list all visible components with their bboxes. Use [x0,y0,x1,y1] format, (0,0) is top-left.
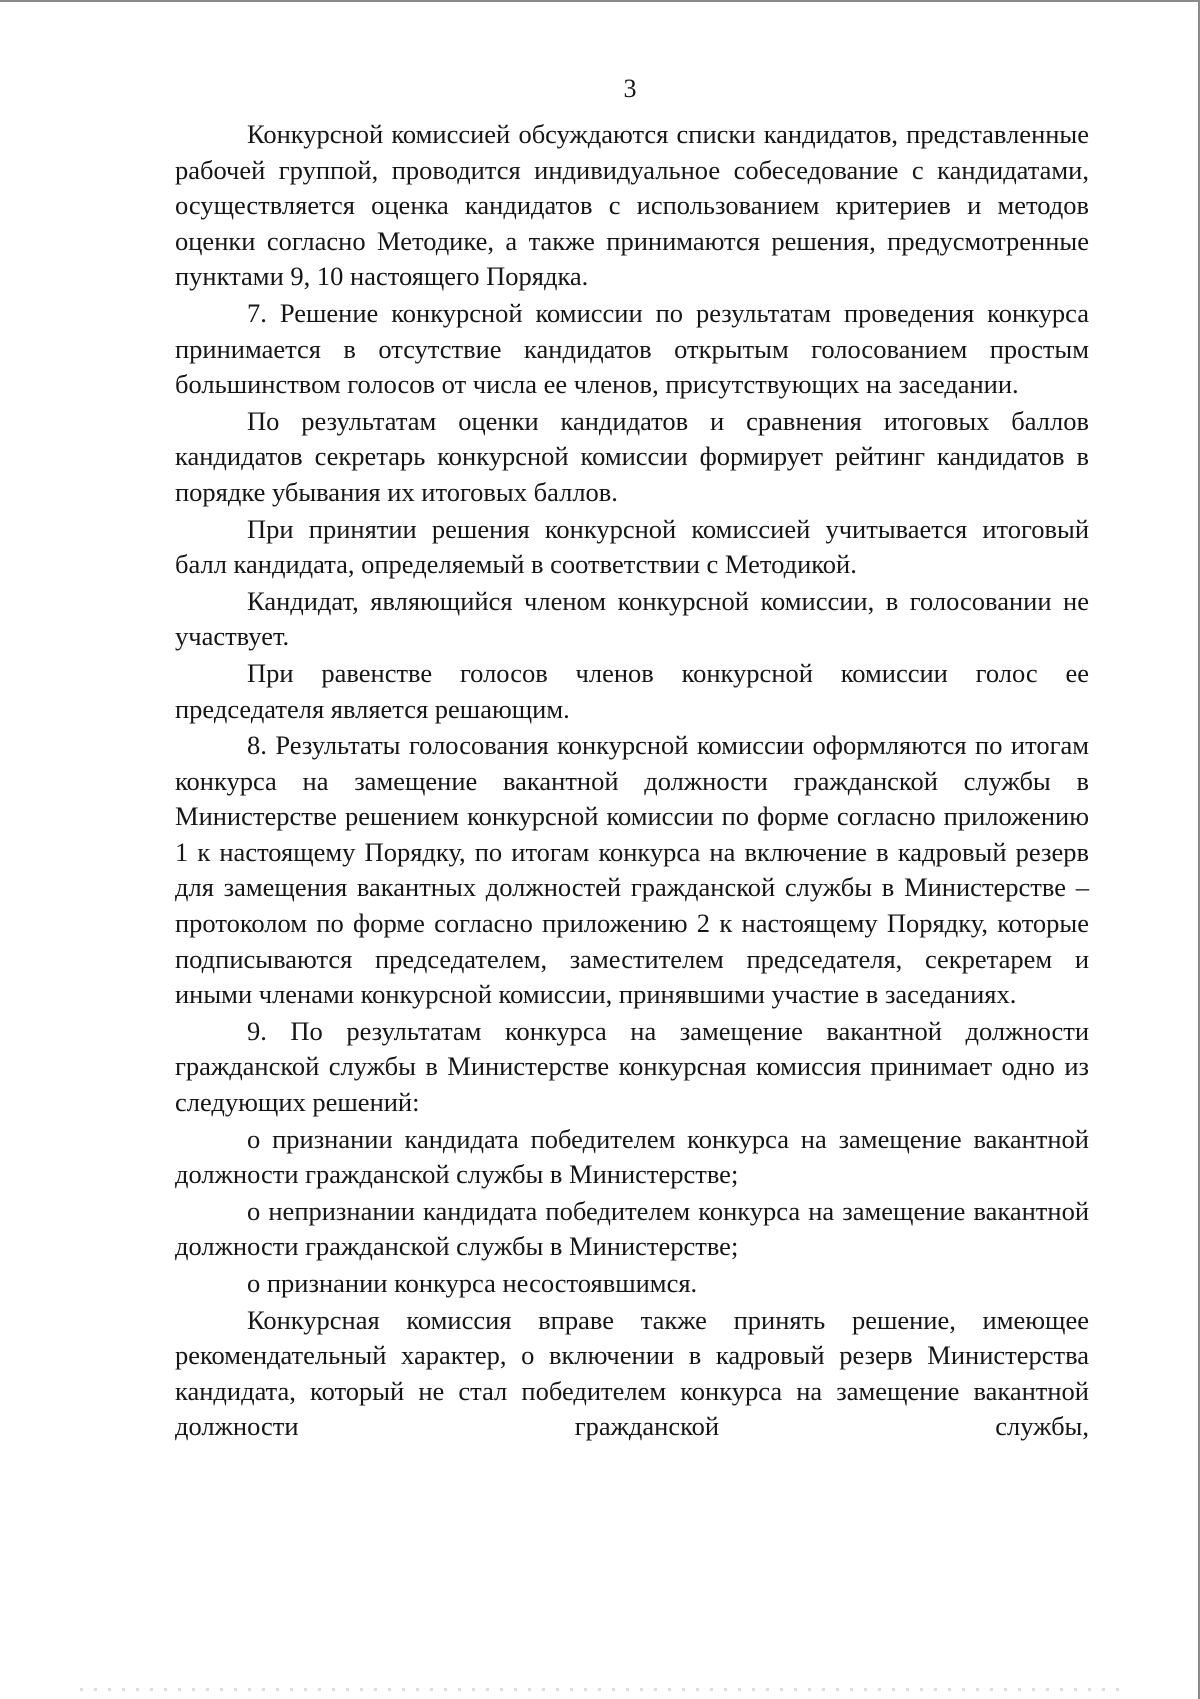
document-body [175,117,1089,1445]
paragraph-rating: По результатам оценки кандидатов и сравнения итоговых баллов кандидатов секретарь конкурсной комиссии формирует рейтинг кандидатов в порядке убывания их итоговых баллов. [175,405,1089,507]
paragraph-decision-winner: о признании кандидата победителем конкурса на замещение вакантной должности гражданской службы в Министерстве; [175,1123,1089,1190]
paragraph-decision-not-winner: о непризнании кандидата победителем конкурса на замещение вакантной должности гражданской службы в Министерстве; [175,1195,1089,1262]
paragraph-item-7: 7. Решение конкурсной комиссии по результатам проведения конкурса принимается в отсутствие кандидатов открытым голосованием простым большинством голосов от числа ее членов, присутствующих на заседании. [175,297,1089,400]
page-number: 3 [623,74,637,103]
scan-artifact-line [80,1688,1120,1691]
paragraph-commission-discussion: Конкурсной комиссией обсуждаются списки кандидатов, представленные рабочей группой, проводится индивидуальное собеседование с кандидатами, осуществляется оценка кандидатов с использованием критериев и методов оценки согласно Методике, а также принимаются решения, предусмотренные пунктами 9, 10 настоящего Порядка. [175,119,1089,292]
paragraph-tie-vote: При равенстве голосов членов конкурсной комиссии голос ее председателя является решающим. [175,657,1089,724]
paragraph-item-8: 8. Результаты голосования конкурсной комиссии оформляются по итогам конкурса на замещение вакантной должности гражданской службы в Министерстве решением конкурсной комиссии по форме согласно приложению 1 к настоящему Порядку, по итогам конкурса на включение в кадровый резерв для замещения вакантных должностей гражданской службы в Министерстве – протоколом по форме согласно приложению 2 к настоящему Порядку, которые подписываются председателем, заместителем председателя, секретарем и иными членами конкурсной комиссии, принявшими участие в заседаниях. [175,730,1089,1010]
paragraph-recommendation: Конкурсная комиссия вправе также принять решение, имеющее рекомендательный характер, о включении в кадровый резерв Министерства кандидата, который не стал победителем конкурса на замещение вакантной должности гражданской службы, [175,1304,1089,1442]
paragraph-member-candidate: Кандидат, являющийся членом конкурсной комиссии, в голосовании не участвует. [175,585,1089,652]
paragraph-final-score: При принятии решения конкурсной комиссией учитывается итоговый балл кандидата, определяемый в соответствии с Методикой. [175,513,1089,580]
paragraph-item-9: 9. По результатам конкурса на замещение вакантной должности гражданской службы в Министерстве конкурсная комиссия принимает одно из следующих решений: [175,1015,1089,1118]
paragraph-decision-failed: о признании конкурса несостоявшимся. [247,1268,698,1298]
